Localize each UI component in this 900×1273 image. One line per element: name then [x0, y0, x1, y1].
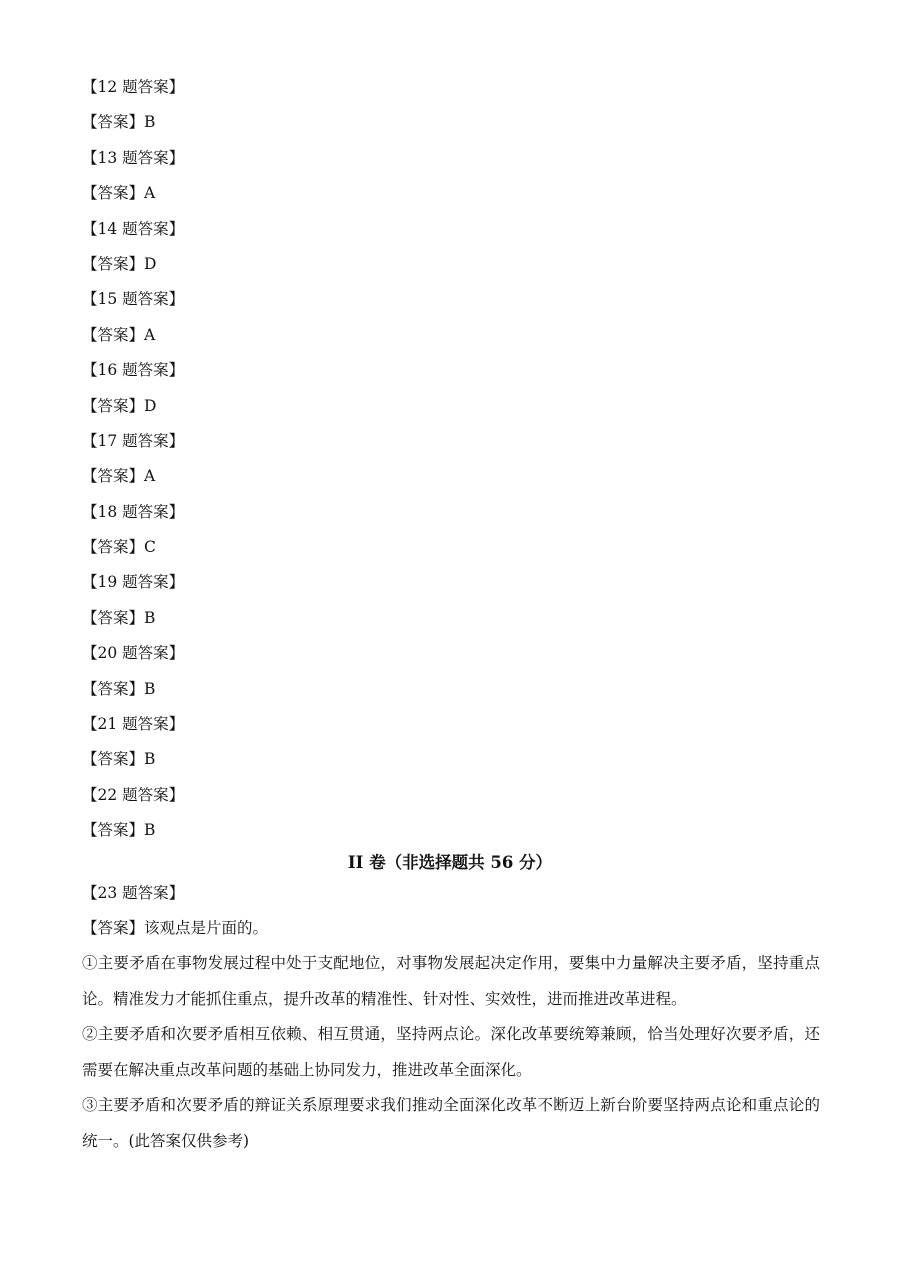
answer-list: [82, 74, 184, 853]
answer-line: 【答案】B: [82, 679, 156, 698]
q23-point-3: ③主要矛盾和次要矛盾的辩证关系原理要求我们推动全面深化改革不断迈上新台阶要坚持两点论和重点论的统一。(此答案仅供参考): [82, 1096, 820, 1150]
answer-line: 【答案】B: [82, 113, 156, 132]
answer-line: 【15 题答案】: [82, 290, 185, 309]
answer-line: 【16 题答案】: [82, 361, 185, 380]
q23-answer-block: [82, 915, 820, 941]
answer-line: 【答案】A: [82, 325, 156, 344]
q23-point-1: ①主要矛盾在事物发展过程中处于支配地位，对事物发展起决定作用，要集中力量解决主要矛盾，坚持重点论。精准发力才能抓住重点，提升改革的精准性、针对性、实效性，进而推进改革进程。: [82, 954, 820, 1008]
answer-line: 【20 题答案】: [82, 644, 185, 663]
answer-line: 【22 题答案】: [82, 785, 185, 804]
answer-line: 【答案】B: [82, 821, 156, 840]
answer-line: 【答案】A: [82, 467, 156, 486]
answer-line: 【12 题答案】: [82, 78, 185, 96]
answer-line: 【答案】B: [82, 750, 156, 769]
answer-line: 【答案】B: [82, 608, 156, 627]
answer-line: 【21 题答案】: [82, 715, 185, 734]
answer-line: 【19 题答案】: [82, 573, 185, 592]
answer-line: 【答案】D: [82, 254, 157, 273]
q23-answer: 【答案】该观点是片面的。: [82, 919, 269, 937]
q23-heading: 【23 题答案】: [82, 884, 185, 902]
q23-point-2: ②主要矛盾和次要矛盾相互依赖、相互贯通，坚持两点论。深化改革要统筹兼顾，恰当处理好次要矛盾，还需要在解决重点改革问题的基础上协同发力，推进改革全面深化。: [82, 1025, 820, 1079]
answer-line: 【答案】A: [82, 184, 156, 203]
answer-line: 【17 题答案】: [82, 431, 185, 450]
answer-line: 【13 题答案】: [82, 148, 185, 167]
q23-heading-block: [82, 880, 820, 906]
answer-line: 【答案】C: [82, 538, 156, 557]
section-title: II 卷（非选择题共 56 分）: [347, 853, 553, 872]
answer-line: 【18 题答案】: [82, 502, 185, 521]
answer-line: 【答案】D: [82, 396, 157, 415]
answer-line: 【14 题答案】: [82, 219, 185, 238]
